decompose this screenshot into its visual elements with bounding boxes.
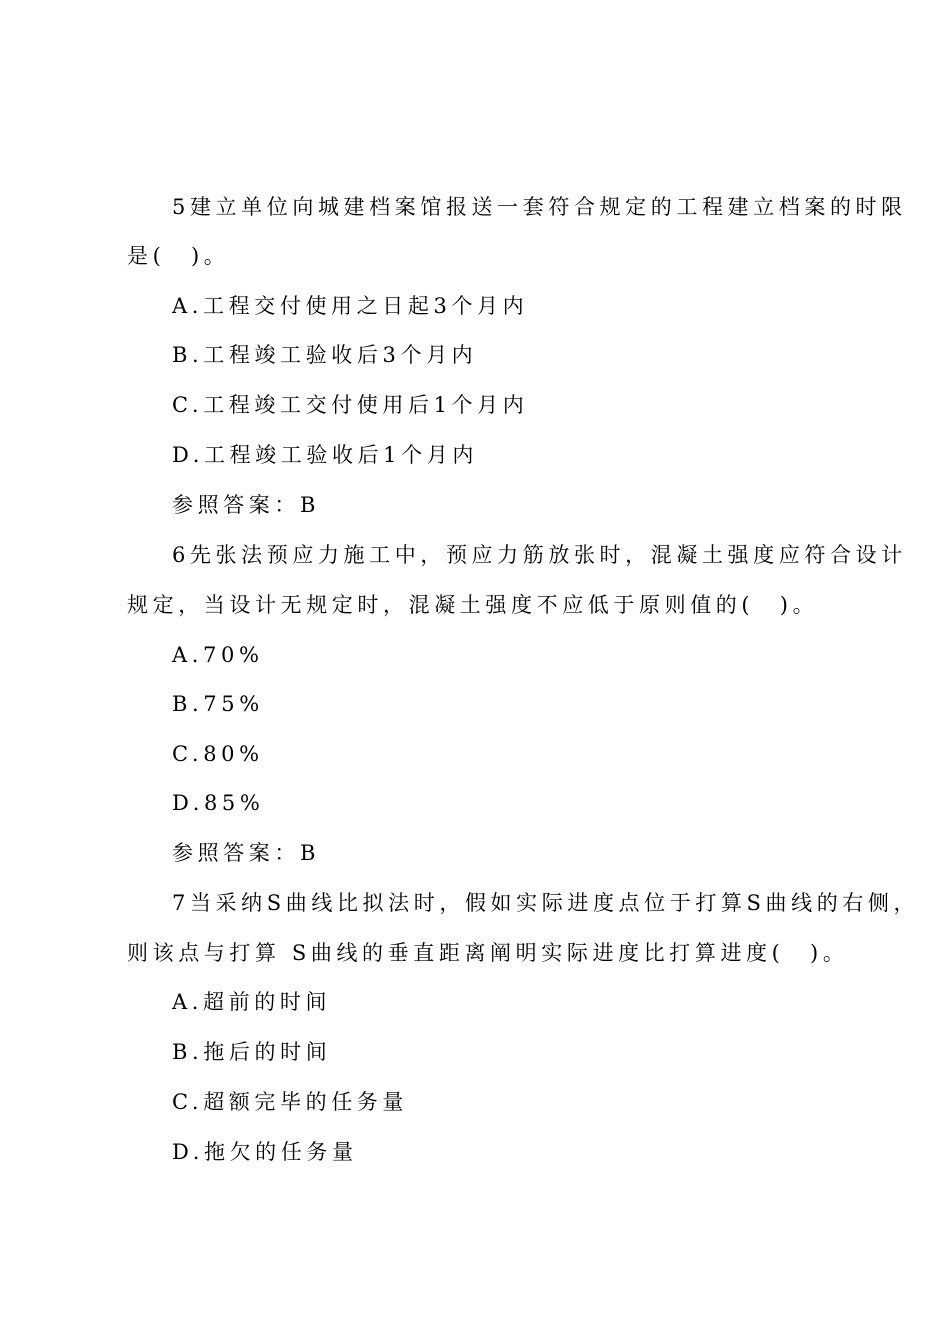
question-6-answer: 参照答案：B bbox=[172, 841, 321, 865]
question-5-option-b: B.工程竣工验收后3个月内 bbox=[172, 343, 478, 367]
question-7-option-a: A.超前的时间 bbox=[172, 990, 332, 1014]
question-7-stem-line2: 则该点与打算 S曲线的垂直距离阐明实际进度比打算进度( )。 bbox=[127, 941, 849, 965]
question-5-answer: 参照答案：B bbox=[172, 493, 321, 517]
question-7-stem-line1: 7当采纳S曲线比拟法时，假如实际进度点位于打算S曲线的右侧， bbox=[172, 891, 920, 915]
question-6-option-c: C.80% bbox=[172, 742, 264, 766]
question-7-option-d: D.拖欠的任务量 bbox=[172, 1140, 358, 1164]
question-6-option-d: D.85% bbox=[172, 791, 265, 815]
question-5-option-d: D.工程竣工验收后1个月内 bbox=[172, 443, 478, 467]
question-5-stem-line2: 是( )。 bbox=[127, 244, 230, 268]
question-6-stem-line1: 6先张法预应力施工中，预应力筋放张时，混凝土强度应符合设计 bbox=[172, 543, 907, 567]
question-6-stem-line2: 规定，当设计无规定时，混凝土强度不应低于原则值的( )。 bbox=[127, 593, 819, 617]
question-6-option-a: A.70% bbox=[172, 643, 264, 667]
question-7-option-c: C.超额完毕的任务量 bbox=[172, 1090, 408, 1114]
question-7-option-b: B.拖后的时间 bbox=[172, 1040, 332, 1064]
question-5-option-a: A.工程交付使用之日起3个月内 bbox=[172, 294, 529, 318]
question-5-option-c: C.工程竣工交付使用后1个月内 bbox=[172, 393, 529, 417]
question-6-option-b: B.75% bbox=[172, 692, 264, 716]
question-5-stem-line1: 5建立单位向城建档案馆报送一套符合规定的工程建立档案的时限 bbox=[172, 195, 907, 219]
